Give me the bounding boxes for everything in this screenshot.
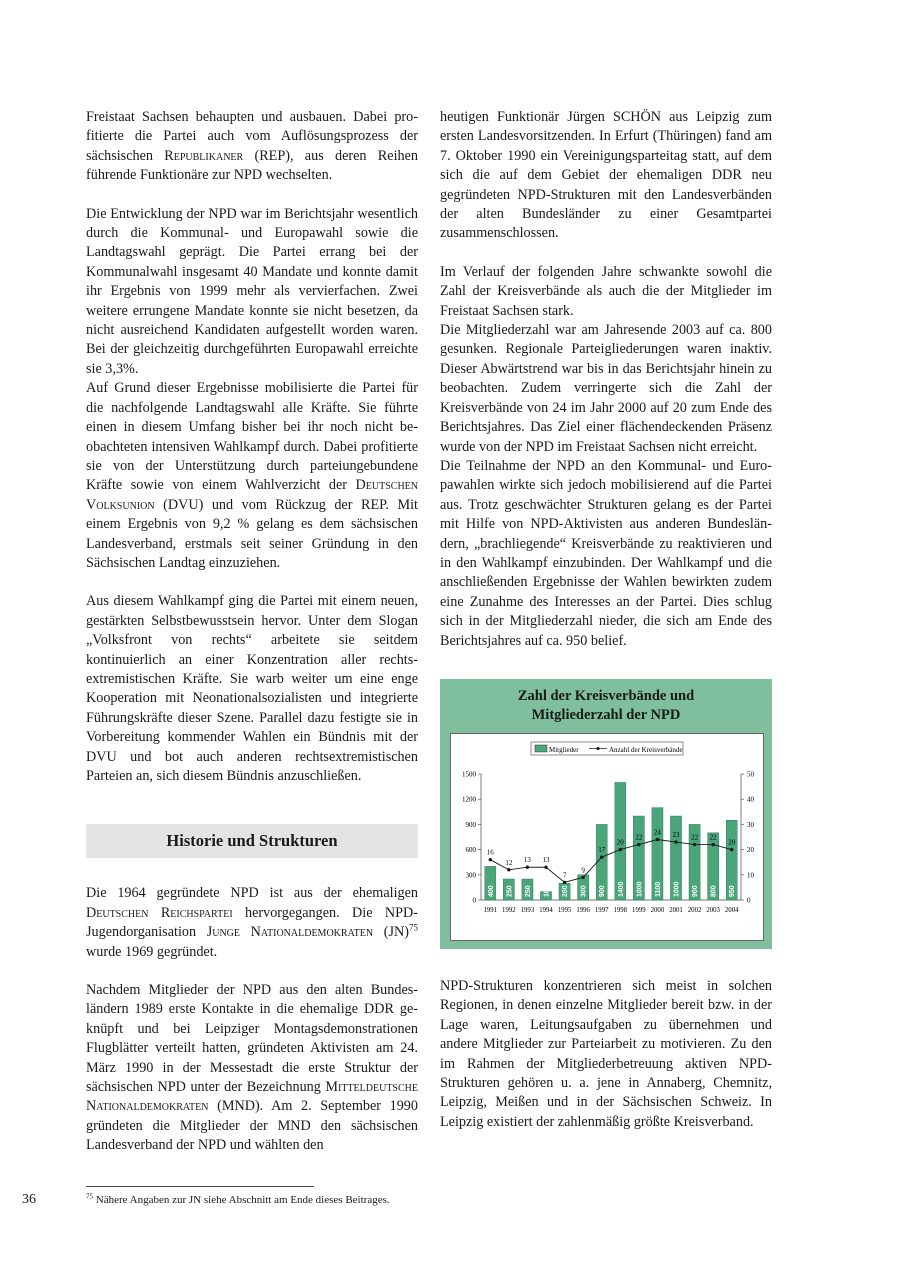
chart-title bbox=[440, 687, 772, 725]
x-tick-label: 2001 bbox=[669, 906, 683, 914]
kreisverbaende-point-1994 bbox=[544, 866, 547, 869]
kreisverbaende-point-1995 bbox=[563, 881, 566, 884]
bar-value-label: 800 bbox=[710, 885, 718, 897]
x-tick-label: 1994 bbox=[539, 906, 553, 914]
chart-plot-frame bbox=[450, 733, 764, 941]
footnote-reference[interactable]: 75 bbox=[409, 922, 418, 933]
legend-label-kreisverbaende: Anzahl der Kreisverbände bbox=[609, 745, 683, 754]
y-left-tick-label: 300 bbox=[465, 871, 476, 880]
y-right-tick-label: 40 bbox=[747, 795, 754, 804]
text: Nachdem Mitglieder der NPD aus den alten Bundesländern 1989 erste Kontakte in die ehemalige DDR geknüpft und bei Leipziger Montagsdemonstrationen Flugblätter verteilt hatten, gründeten Aktivisten am 24. März 1990 in der Messestadt die erste Struktur der sächsischen NPD unter der Bezeichnung bbox=[86, 982, 418, 1096]
bar-value-label: 950 bbox=[729, 885, 737, 897]
paragraph: Die Mitgliederzahl war am Jahresende 2003 auf ca. 800 gesunken. Regionale Parteigliederungen waren inaktiv. Dieser Abwärtstrend war bis in das Berichtsjahr hinein zu beobachten. Zudem verringerte sich die Zahl der Kreisverbände von 24 im Jahr 2000 auf 20 zum Ende des Berichtsjahres. Das Ziel einer flächendeckenden Präsenz wurde von der NPD im Freistaat Sachsen nicht erreicht. bbox=[440, 322, 772, 455]
text: wurde 1969 gegründet. bbox=[86, 943, 218, 960]
bar-value-label: 300 bbox=[580, 885, 588, 897]
paragraph bbox=[86, 981, 418, 1156]
bar-value-label: 1100 bbox=[654, 881, 662, 897]
bar-value-label: 1400 bbox=[617, 881, 625, 897]
kreisverbaende-point-1999 bbox=[637, 843, 640, 846]
x-tick-label: 1995 bbox=[557, 906, 572, 914]
kreisverbaende-point-2004 bbox=[730, 848, 733, 851]
bar-value-label: 200 bbox=[562, 885, 570, 897]
chart-title-line: Mitgliederzahl der NPD bbox=[531, 706, 681, 723]
paragraph: NPD-Strukturen konzentrieren sich meist in solchen Regionen, in denen einzelne Mitglieder bereit bzw. in der Lage waren, Leitungsaufgaben zu übernehmen und andere Mitglieder zur Parteiarbeit zu motivieren. Zu den im Rahmen der Mitgliederbetreuung aktiven NPD-Strukturen gehören u. a. jene in Annaberg, Chemnitz, Leipzig, Meißen und in der Sächsischen Schweiz. In Leipzig existiert der zahlenmäßig größte Kreisverband. bbox=[440, 977, 772, 1130]
y-left-tick-label: 0 bbox=[472, 896, 476, 905]
x-tick-label: 2003 bbox=[706, 906, 720, 914]
text: Auf Grund dieser Ergebnisse mobilisierte die Partei für die nachfolgende Landtagswahl alle Kräfte. Sie führte einen in diesem Umfang bisher bei ihr noch nicht beobachteten intensiven Wahlkampf durch. Dabei profitierte sie von der Unterstützung durch parteiungebundene Kräfte sowie von einem Wahlverzicht der bbox=[86, 380, 418, 494]
kreisverbaende-point-1993 bbox=[526, 866, 529, 869]
kreisverbaende-value-label: 23 bbox=[672, 831, 680, 840]
footnote-text: Nähere Angaben zur JN siehe Abschnitt am Ende dieses Beitrages. bbox=[93, 1194, 390, 1206]
x-tick-label: 1993 bbox=[520, 906, 535, 914]
kreisverbaende-value-label: 13 bbox=[542, 856, 550, 865]
kreisverbaende-point-1991 bbox=[489, 858, 492, 861]
x-tick-label: 2000 bbox=[650, 906, 665, 914]
party-name: Deutschen Reichspartei bbox=[86, 904, 233, 921]
chart-panel bbox=[440, 679, 772, 949]
kreisverbaende-point-2002 bbox=[693, 843, 696, 846]
x-tick-label: 1991 bbox=[483, 906, 498, 914]
x-tick-label: 2002 bbox=[687, 906, 702, 914]
x-tick-label: 1997 bbox=[594, 906, 609, 914]
kreisverbaende-value-label: 12 bbox=[505, 858, 513, 867]
y-right-tick-label: 10 bbox=[747, 871, 754, 880]
x-tick-label: 1999 bbox=[632, 906, 646, 914]
legend-label-mitglieder: Mitglieder bbox=[549, 745, 579, 754]
y-right-tick-label: 20 bbox=[747, 846, 754, 855]
kreisverbaende-point-1992 bbox=[507, 868, 510, 871]
y-right-tick-label: 0 bbox=[747, 896, 751, 905]
left-column bbox=[86, 108, 418, 1156]
footnote-number: 75 bbox=[86, 1192, 93, 1201]
footnote bbox=[86, 1193, 390, 1207]
kreisverbaende-point-1996 bbox=[581, 876, 584, 879]
y-left-tick-label: 1500 bbox=[462, 770, 476, 779]
paragraph: Die Teilnahme der NPD an den Kommunal- und Europawahlen wirkte sich jedoch mobilisierend auf die Partei aus. Trotz geschwächter Strukturen gelang es der Partei mit Hilfe von NPD-Aktivisten aus anderen Bundesländern, „brachliegende“ Kreisverbände zu reaktivieren und in den Wahlkampf einzubinden. Der Wahlkampf und die anschließenden Ergebnisse der Wahlen bewirkten zudem eine Zunahme des Interesses an der Partei. Dies schlug sich in der Mitgliederzahl nieder, die sich am Ende des Berichtsjahres auf ca. 950 belief. bbox=[440, 457, 772, 649]
kreisverbaende-value-label: 22 bbox=[691, 833, 699, 842]
right-column bbox=[440, 108, 772, 1132]
kreisverbaende-point-2001 bbox=[674, 840, 677, 843]
kreisverbaende-point-2000 bbox=[656, 838, 659, 841]
kreisverbaende-value-label: 22 bbox=[709, 833, 717, 842]
organisation-name: Mitteldeutsche Nationaldemokraten bbox=[86, 1079, 418, 1115]
text: (MND). Am 2. September 1990 gründeten die Mitglieder der MND den sächsischen Landesverband der NPD und wählten den bbox=[86, 1098, 418, 1154]
y-left-tick-label: 900 bbox=[465, 820, 476, 829]
kreisverbaende-value-label: 16 bbox=[486, 848, 494, 857]
x-tick-label: 1992 bbox=[502, 906, 516, 914]
paragraph bbox=[86, 379, 418, 573]
text: Die 1964 gegründete NPD ist aus der ehemaligen bbox=[86, 885, 418, 902]
party-name: Republikaner bbox=[164, 147, 244, 164]
kreisverbaende-value-label: 22 bbox=[635, 833, 643, 842]
text: (DVU) und vom Rückzug der REP. Mit einem Ergebnis von 9,2 % gelang es dem sächsischen Landesverband, erstmals seit seiner Gründung in den Sächsischen Landtag einzuziehen. bbox=[86, 496, 418, 571]
text: Freistaat Sachsen behaupten und ausbauen. Dabei profitierte die Partei auch vom Auflösungsprozess der sächsischen bbox=[86, 109, 418, 164]
y-left-tick-label: 1200 bbox=[462, 795, 476, 804]
chart-svg bbox=[451, 734, 763, 940]
kreisverbaende-point-1997 bbox=[600, 855, 603, 858]
bar-value-label: 100 bbox=[543, 885, 551, 897]
bar-value-label: 1000 bbox=[673, 881, 681, 897]
paragraph: Aus diesem Wahlkampf ging die Partei mit einem neuen, gestärkten Selbstbewusstsein hervor. Unter dem Slogan „Volksfront von rechts“ arbeitete sie seitdem kontinuierlich an einer Konzentration aller rechtsextremistischen Kräfte. Sie warb weiter um eine enge Kooperation mit Neonationalsozialisten und integrierte Führungskräfte dieser Szene. Parallel dazu festigte sie in Vorbereitung kommender Wahlen ein Bündnis mit der DVU und bot auch anderen rechtsextremistischen Parteien an, sich diesem Bündnis anzuschließen. bbox=[86, 593, 418, 784]
paragraph: Im Verlauf der folgenden Jahre schwankte sowohl die Zahl der Kreisverbände als auch die der Mitglieder im Freistaat Sachsen stark. bbox=[440, 263, 772, 319]
kreisverbaende-value-label: 20 bbox=[616, 838, 624, 847]
kreisverbaende-value-label: 9 bbox=[581, 866, 585, 875]
y-left-tick-label: 600 bbox=[465, 846, 476, 855]
bar-value-label: 1000 bbox=[636, 881, 644, 897]
bar-value-label: 400 bbox=[487, 885, 495, 897]
page-number: 36 bbox=[22, 1192, 36, 1207]
footnote-rule bbox=[86, 1186, 314, 1187]
kreisverbaende-value-label: 13 bbox=[523, 856, 531, 865]
kreisverbaende-value-label: 17 bbox=[598, 846, 606, 855]
bar-value-label: 250 bbox=[524, 885, 532, 897]
x-tick-label: 2004 bbox=[724, 906, 739, 914]
text: (JN) bbox=[373, 924, 409, 941]
legend-marker-kreisverbaende bbox=[596, 747, 599, 750]
legend-swatch-mitglieder bbox=[535, 745, 547, 752]
bar-value-label: 900 bbox=[599, 885, 607, 897]
x-tick-label: 1996 bbox=[576, 906, 590, 914]
chart-title-line: Zahl der Kreisverbände und bbox=[517, 687, 695, 704]
bar-value-label: 250 bbox=[506, 885, 514, 897]
kreisverbaende-value-label: 20 bbox=[728, 838, 736, 847]
organisation-name: Junge Nationaldemokraten bbox=[206, 924, 374, 941]
y-right-tick-label: 50 bbox=[747, 770, 754, 779]
text: (REP), aus deren Reihen führende Funktionäre zur NPD wechselten. bbox=[86, 147, 418, 184]
text: hervorgegangen. Die NPD-Jugendorganisation bbox=[86, 904, 418, 941]
kreisverbaende-value-label: 7 bbox=[562, 871, 567, 880]
party-name: Deutschen Volksunion bbox=[86, 477, 418, 513]
paragraph: Die Entwicklung der NPD war im Berichtsjahr wesentlich durch die Kommunal- und Europawahl sowie die Landtagswahl geprägt. Die Partei errang bei der Kommunalwahl insgesamt 40 Mandate und konnte damit ihr Ergebnis von 1999 mehr als vervierfachen. Zwei weitere errungene Mandate konnte sie nicht besetzen, da nicht ausreichend Kandidaten aufgestellt worden waren. Bei der gleichzeitig durchgeführten Europawahl erreichte sie 3,3%. bbox=[86, 205, 418, 377]
x-tick-label: 1998 bbox=[613, 906, 628, 914]
kreisverbaende-point-2003 bbox=[711, 843, 714, 846]
paragraph bbox=[86, 884, 418, 962]
y-right-tick-label: 30 bbox=[747, 820, 754, 829]
kreisverbaende-point-1998 bbox=[619, 848, 622, 851]
paragraph bbox=[86, 108, 418, 186]
kreisverbaende-value-label: 24 bbox=[653, 828, 661, 837]
section-heading: Historie und Strukturen bbox=[86, 824, 418, 858]
bar-value-label: 900 bbox=[692, 885, 700, 897]
paragraph: heutigen Funktionär Jürgen SCHÖN aus Leipzig zum ersten Landesvorsitzenden. In Erfurt (Thüringen) fand am 7. Oktober 1990 ein Vereinigungsparteitag statt, auf dem sich die auf dem Gebiet der ehemaligen DDR neu gegründeten NPD-Strukturen mit den Landesverbänden der alten Bundesländer zu einer Gesamtpartei zusammenschlossen. bbox=[440, 109, 772, 242]
